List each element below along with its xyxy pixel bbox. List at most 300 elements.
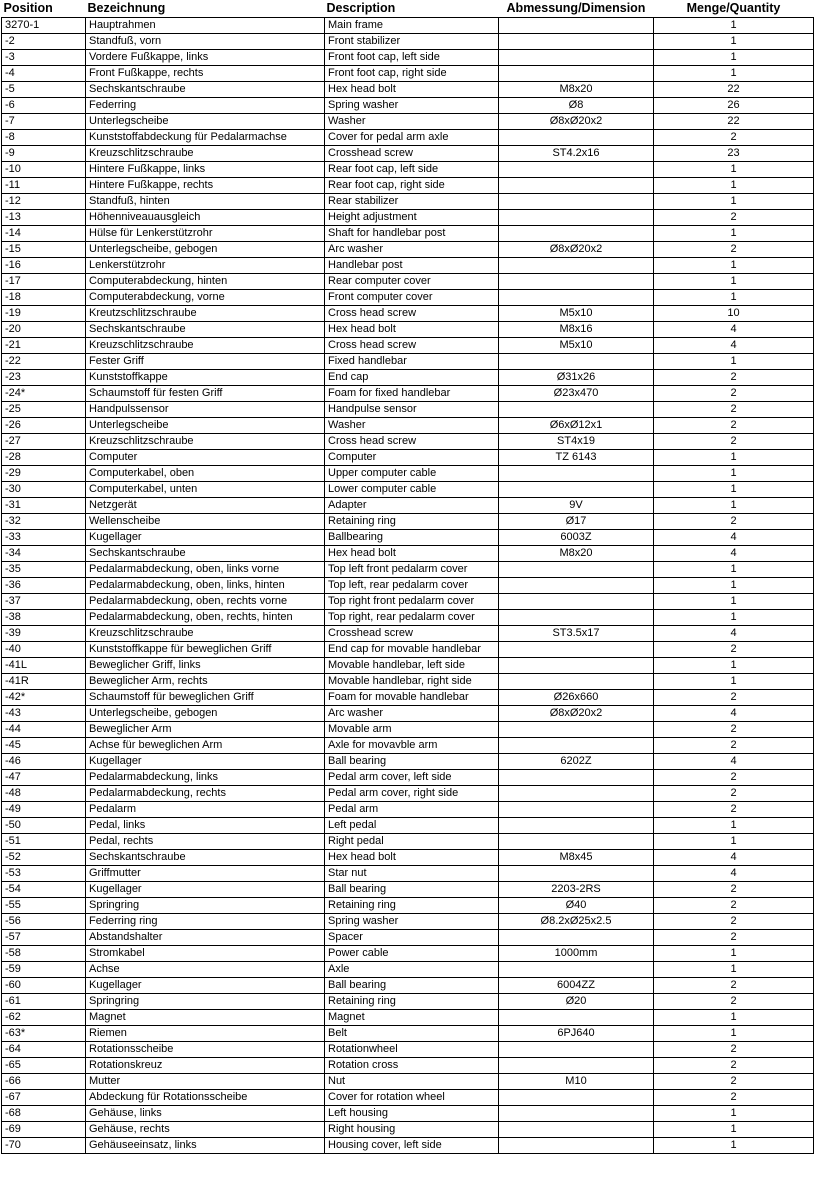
cell-position: -41R [2, 674, 86, 690]
cell-description: Spring washer [325, 914, 499, 930]
cell-position: -29 [2, 466, 86, 482]
cell-bezeichnung: Standfuß, hinten [86, 194, 325, 210]
cell-description: Washer [325, 418, 499, 434]
table-row [2, 386, 814, 402]
cell-position: -27 [2, 434, 86, 450]
cell-bezeichnung: Kreuzschlitzschraube [86, 626, 325, 642]
cell-description: Cross head screw [325, 338, 499, 354]
cell-description: End cap [325, 370, 499, 386]
table-row [2, 434, 814, 450]
cell-dimension [499, 818, 654, 834]
table-row [2, 946, 814, 962]
cell-position: -24* [2, 386, 86, 402]
cell-description: Rotationwheel [325, 1042, 499, 1058]
cell-position: -34 [2, 546, 86, 562]
cell-dimension: 6004ZZ [499, 978, 654, 994]
cell-dimension [499, 674, 654, 690]
cell-description: Retaining ring [325, 994, 499, 1010]
cell-description: Upper computer cable [325, 466, 499, 482]
cell-dimension [499, 1122, 654, 1138]
cell-bezeichnung: Abdeckung für Rotationsscheibe [86, 1090, 325, 1106]
cell-description: Housing cover, left side [325, 1138, 499, 1154]
cell-description: Main frame [325, 18, 499, 34]
cell-position: -20 [2, 322, 86, 338]
cell-position: -68 [2, 1106, 86, 1122]
table-row [2, 1138, 814, 1154]
table-row [2, 34, 814, 50]
cell-quantity: 1 [654, 1026, 814, 1042]
cell-bezeichnung: Sechskantschraube [86, 322, 325, 338]
cell-position: -43 [2, 706, 86, 722]
cell-dimension [499, 18, 654, 34]
cell-bezeichnung: Lenkerstützrohr [86, 258, 325, 274]
table-row [2, 114, 814, 130]
cell-position: -41L [2, 658, 86, 674]
cell-dimension: Ø8.2xØ25x2.5 [499, 914, 654, 930]
cell-dimension: Ø8xØ20x2 [499, 114, 654, 130]
cell-quantity: 4 [654, 338, 814, 354]
cell-quantity: 2 [654, 514, 814, 530]
parts-list-sheet [1, 0, 813, 1154]
cell-dimension [499, 1058, 654, 1074]
cell-position: -31 [2, 498, 86, 514]
table-row [2, 258, 814, 274]
table-row [2, 594, 814, 610]
cell-description: Rear computer cover [325, 274, 499, 290]
cell-position: -36 [2, 578, 86, 594]
cell-description: Pedal arm cover, left side [325, 770, 499, 786]
table-row [2, 754, 814, 770]
cell-quantity: 2 [654, 690, 814, 706]
cell-dimension: Ø17 [499, 514, 654, 530]
cell-position: -2 [2, 34, 86, 50]
cell-quantity: 2 [654, 786, 814, 802]
cell-position: -5 [2, 82, 86, 98]
cell-dimension [499, 466, 654, 482]
cell-position: -22 [2, 354, 86, 370]
table-row [2, 466, 814, 482]
cell-position: -21 [2, 338, 86, 354]
cell-position: -65 [2, 1058, 86, 1074]
cell-dimension [499, 290, 654, 306]
table-row [2, 914, 814, 930]
cell-bezeichnung: Achse [86, 962, 325, 978]
cell-description: Star nut [325, 866, 499, 882]
cell-bezeichnung: Gehäuse, links [86, 1106, 325, 1122]
table-row [2, 706, 814, 722]
cell-quantity: 2 [654, 882, 814, 898]
cell-dimension [499, 658, 654, 674]
cell-description: Movable handlebar, left side [325, 658, 499, 674]
table-row [2, 210, 814, 226]
cell-quantity: 1 [654, 578, 814, 594]
cell-description: End cap for movable handlebar [325, 642, 499, 658]
cell-dimension [499, 722, 654, 738]
table-row [2, 98, 814, 114]
cell-bezeichnung: Pedalarm [86, 802, 325, 818]
cell-position: -54 [2, 882, 86, 898]
cell-dimension [499, 1106, 654, 1122]
cell-position: -69 [2, 1122, 86, 1138]
cell-dimension [499, 562, 654, 578]
table-body [2, 18, 814, 1154]
cell-dimension [499, 1042, 654, 1058]
cell-quantity: 1 [654, 290, 814, 306]
cell-description: Hex head bolt [325, 322, 499, 338]
cell-bezeichnung: Achse für beweglichen Arm [86, 738, 325, 754]
table-row [2, 882, 814, 898]
cell-description: Height adjustment [325, 210, 499, 226]
cell-dimension [499, 962, 654, 978]
table-row [2, 770, 814, 786]
cell-dimension: 1000mm [499, 946, 654, 962]
cell-bezeichnung: Front Fußkappe, rechts [86, 66, 325, 82]
cell-bezeichnung: Kunststoffkappe für beweglichen Griff [86, 642, 325, 658]
cell-description: Pedal arm cover, right side [325, 786, 499, 802]
cell-quantity: 1 [654, 818, 814, 834]
cell-dimension: Ø8xØ20x2 [499, 706, 654, 722]
table-row [2, 738, 814, 754]
table-row [2, 274, 814, 290]
cell-dimension [499, 354, 654, 370]
cell-quantity: 1 [654, 50, 814, 66]
cell-bezeichnung: Sechskantschraube [86, 546, 325, 562]
cell-quantity: 2 [654, 130, 814, 146]
cell-position: -19 [2, 306, 86, 322]
cell-position: -70 [2, 1138, 86, 1154]
cell-quantity: 26 [654, 98, 814, 114]
cell-position: -61 [2, 994, 86, 1010]
cell-position: -17 [2, 274, 86, 290]
cell-bezeichnung: Rotationsscheibe [86, 1042, 325, 1058]
cell-position: -66 [2, 1074, 86, 1090]
cell-dimension [499, 226, 654, 242]
cell-dimension: M5x10 [499, 306, 654, 322]
cell-position: -42* [2, 690, 86, 706]
cell-dimension: 6PJ640 [499, 1026, 654, 1042]
cell-bezeichnung: Gehäuseeinsatz, links [86, 1138, 325, 1154]
cell-position: -18 [2, 290, 86, 306]
cell-description: Spring washer [325, 98, 499, 114]
table-row [2, 658, 814, 674]
cell-quantity: 1 [654, 594, 814, 610]
cell-description: Front foot cap, left side [325, 50, 499, 66]
cell-dimension: M8x16 [499, 322, 654, 338]
cell-position: -52 [2, 850, 86, 866]
table-row [2, 370, 814, 386]
cell-position: -37 [2, 594, 86, 610]
table-row [2, 322, 814, 338]
cell-description: Washer [325, 114, 499, 130]
cell-bezeichnung: Kreuzschlitzschraube [86, 434, 325, 450]
cell-description: Top left, rear pedalarm cover [325, 578, 499, 594]
cell-quantity: 2 [654, 978, 814, 994]
cell-bezeichnung: Vordere Fußkappe, links [86, 50, 325, 66]
cell-position: -13 [2, 210, 86, 226]
cell-position: -56 [2, 914, 86, 930]
table-row [2, 674, 814, 690]
cell-description: Shaft for handlebar post [325, 226, 499, 242]
cell-dimension [499, 1010, 654, 1026]
cell-description: Lower computer cable [325, 482, 499, 498]
cell-position: -30 [2, 482, 86, 498]
cell-quantity: 1 [654, 194, 814, 210]
cell-position: 3270-1 [2, 18, 86, 34]
cell-position: -32 [2, 514, 86, 530]
cell-description: Foam for fixed handlebar [325, 386, 499, 402]
cell-quantity: 4 [654, 626, 814, 642]
cell-bezeichnung: Pedal, rechts [86, 834, 325, 850]
table-row [2, 130, 814, 146]
cell-quantity: 22 [654, 114, 814, 130]
cell-dimension: Ø40 [499, 898, 654, 914]
cell-dimension [499, 770, 654, 786]
cell-quantity: 2 [654, 642, 814, 658]
cell-description: Front computer cover [325, 290, 499, 306]
cell-dimension: ST4x19 [499, 434, 654, 450]
cell-bezeichnung: Hintere Fußkappe, links [86, 162, 325, 178]
cell-bezeichnung: Computerkabel, unten [86, 482, 325, 498]
table-row [2, 1042, 814, 1058]
cell-dimension [499, 482, 654, 498]
cell-dimension [499, 258, 654, 274]
cell-dimension [499, 178, 654, 194]
cell-dimension [499, 210, 654, 226]
cell-dimension [499, 130, 654, 146]
table-row [2, 610, 814, 626]
cell-position: -35 [2, 562, 86, 578]
cell-description: Fixed handlebar [325, 354, 499, 370]
cell-position: -63* [2, 1026, 86, 1042]
cell-position: -46 [2, 754, 86, 770]
cell-dimension [499, 738, 654, 754]
cell-description: Right pedal [325, 834, 499, 850]
table-row [2, 546, 814, 562]
cell-dimension [499, 866, 654, 882]
cell-bezeichnung: Computer [86, 450, 325, 466]
cell-description: Left housing [325, 1106, 499, 1122]
cell-bezeichnung: Federring [86, 98, 325, 114]
cell-bezeichnung: Griffmutter [86, 866, 325, 882]
cell-bezeichnung: Computerabdeckung, vorne [86, 290, 325, 306]
cell-dimension [499, 50, 654, 66]
cell-bezeichnung: Hintere Fußkappe, rechts [86, 178, 325, 194]
cell-dimension [499, 1090, 654, 1106]
table-row [2, 1058, 814, 1074]
cell-quantity: 2 [654, 418, 814, 434]
cell-dimension [499, 162, 654, 178]
cell-description: Nut [325, 1074, 499, 1090]
cell-dimension [499, 578, 654, 594]
cell-description: Crosshead screw [325, 626, 499, 642]
cell-description: Rear foot cap, right side [325, 178, 499, 194]
cell-dimension: TZ 6143 [499, 450, 654, 466]
table-row [2, 802, 814, 818]
cell-bezeichnung: Kunststoffabdeckung für Pedalarmachse [86, 130, 325, 146]
cell-quantity: 1 [654, 162, 814, 178]
table-row [2, 898, 814, 914]
table-row [2, 1106, 814, 1122]
cell-position: -26 [2, 418, 86, 434]
cell-position: -14 [2, 226, 86, 242]
cell-position: -51 [2, 834, 86, 850]
cell-position: -60 [2, 978, 86, 994]
table-row [2, 178, 814, 194]
cell-description: Retaining ring [325, 898, 499, 914]
header-bezeichnung: Bezeichnung [87, 1, 166, 15]
cell-quantity: 1 [654, 498, 814, 514]
cell-description: Front stabilizer [325, 34, 499, 50]
cell-bezeichnung: Magnet [86, 1010, 325, 1026]
table-row [2, 290, 814, 306]
cell-quantity: 10 [654, 306, 814, 322]
cell-position: -4 [2, 66, 86, 82]
cell-bezeichnung: Netzgerät [86, 498, 325, 514]
cell-quantity: 2 [654, 386, 814, 402]
cell-quantity: 2 [654, 1090, 814, 1106]
cell-bezeichnung: Fester Griff [86, 354, 325, 370]
table-row [2, 1026, 814, 1042]
cell-position: -57 [2, 930, 86, 946]
cell-quantity: 1 [654, 674, 814, 690]
cell-description: Foam for movable handlebar [325, 690, 499, 706]
table-row [2, 642, 814, 658]
table-header [2, 0, 814, 18]
cell-quantity: 4 [654, 530, 814, 546]
cell-bezeichnung: Sechskantschraube [86, 850, 325, 866]
cell-dimension: Ø26x660 [499, 690, 654, 706]
cell-dimension: M10 [499, 1074, 654, 1090]
cell-description: Handlebar post [325, 258, 499, 274]
cell-quantity: 1 [654, 834, 814, 850]
cell-dimension [499, 594, 654, 610]
cell-bezeichnung: Pedal, links [86, 818, 325, 834]
cell-description: Front foot cap, right side [325, 66, 499, 82]
cell-dimension [499, 642, 654, 658]
table-row [2, 402, 814, 418]
cell-description: Hex head bolt [325, 82, 499, 98]
cell-quantity: 2 [654, 930, 814, 946]
cell-position: -3 [2, 50, 86, 66]
cell-quantity: 2 [654, 434, 814, 450]
cell-position: -23 [2, 370, 86, 386]
cell-position: -40 [2, 642, 86, 658]
cell-position: -38 [2, 610, 86, 626]
cell-description: Hex head bolt [325, 850, 499, 866]
cell-bezeichnung: Kreutzschlitzschraube [86, 306, 325, 322]
cell-position: -16 [2, 258, 86, 274]
cell-dimension [499, 786, 654, 802]
cell-dimension [499, 834, 654, 850]
cell-bezeichnung: Abstandshalter [86, 930, 325, 946]
cell-description: Right housing [325, 1122, 499, 1138]
cell-quantity: 1 [654, 66, 814, 82]
cell-description: Retaining ring [325, 514, 499, 530]
cell-position: -44 [2, 722, 86, 738]
cell-bezeichnung: Hauptrahmen [86, 18, 325, 34]
cell-quantity: 2 [654, 802, 814, 818]
cell-bezeichnung: Kreuzschlitzschraube [86, 338, 325, 354]
cell-quantity: 1 [654, 1010, 814, 1026]
cell-quantity: 2 [654, 770, 814, 786]
cell-quantity: 1 [654, 274, 814, 290]
cell-bezeichnung: Kugellager [86, 882, 325, 898]
cell-position: -9 [2, 146, 86, 162]
table-row [2, 306, 814, 322]
cell-position: -10 [2, 162, 86, 178]
table-row [2, 722, 814, 738]
cell-quantity: 22 [654, 82, 814, 98]
cell-dimension [499, 610, 654, 626]
cell-dimension: M5x10 [499, 338, 654, 354]
cell-description: Computer [325, 450, 499, 466]
cell-dimension: ST3.5x17 [499, 626, 654, 642]
table-row [2, 226, 814, 242]
cell-bezeichnung: Unterlegscheibe, gebogen [86, 242, 325, 258]
cell-description: Left pedal [325, 818, 499, 834]
cell-quantity: 1 [654, 962, 814, 978]
cell-description: Belt [325, 1026, 499, 1042]
cell-dimension: M8x20 [499, 546, 654, 562]
cell-description: Movable arm [325, 722, 499, 738]
cell-description: Cover for pedal arm axle [325, 130, 499, 146]
cell-description: Top right, rear pedalarm cover [325, 610, 499, 626]
cell-position: -55 [2, 898, 86, 914]
cell-dimension [499, 930, 654, 946]
header-dimension: Abmessung/Dimension [506, 1, 646, 15]
cell-dimension: 6202Z [499, 754, 654, 770]
cell-quantity: 2 [654, 370, 814, 386]
table-row [2, 66, 814, 82]
table-row [2, 786, 814, 802]
cell-dimension: Ø6xØ12x1 [499, 418, 654, 434]
cell-dimension: Ø31x26 [499, 370, 654, 386]
cell-description: Arc washer [325, 242, 499, 258]
cell-dimension: M8x20 [499, 82, 654, 98]
table-row [2, 866, 814, 882]
cell-description: Ballbearing [325, 530, 499, 546]
cell-quantity: 1 [654, 258, 814, 274]
cell-position: -48 [2, 786, 86, 802]
cell-dimension: 2203-2RS [499, 882, 654, 898]
table-row [2, 498, 814, 514]
cell-bezeichnung: Schaumstoff für beweglichen Griff [86, 690, 325, 706]
cell-dimension: Ø8xØ20x2 [499, 242, 654, 258]
cell-quantity: 1 [654, 226, 814, 242]
cell-dimension [499, 802, 654, 818]
table-row [2, 418, 814, 434]
cell-bezeichnung: Riemen [86, 1026, 325, 1042]
cell-position: -62 [2, 1010, 86, 1026]
cell-bezeichnung: Mutter [86, 1074, 325, 1090]
table-row [2, 626, 814, 642]
table-row [2, 242, 814, 258]
cell-position: -45 [2, 738, 86, 754]
cell-quantity: 1 [654, 1122, 814, 1138]
cell-description: Top right front pedalarm cover [325, 594, 499, 610]
cell-quantity: 2 [654, 402, 814, 418]
table-row [2, 978, 814, 994]
table-row [2, 146, 814, 162]
cell-quantity: 1 [654, 1106, 814, 1122]
cell-bezeichnung: Unterlegscheibe, gebogen [86, 706, 325, 722]
cell-description: Ball bearing [325, 978, 499, 994]
cell-quantity: 1 [654, 18, 814, 34]
cell-description: Movable handlebar, right side [325, 674, 499, 690]
cell-bezeichnung: Sechskantschraube [86, 82, 325, 98]
cell-bezeichnung: Federring ring [86, 914, 325, 930]
cell-dimension [499, 1138, 654, 1154]
